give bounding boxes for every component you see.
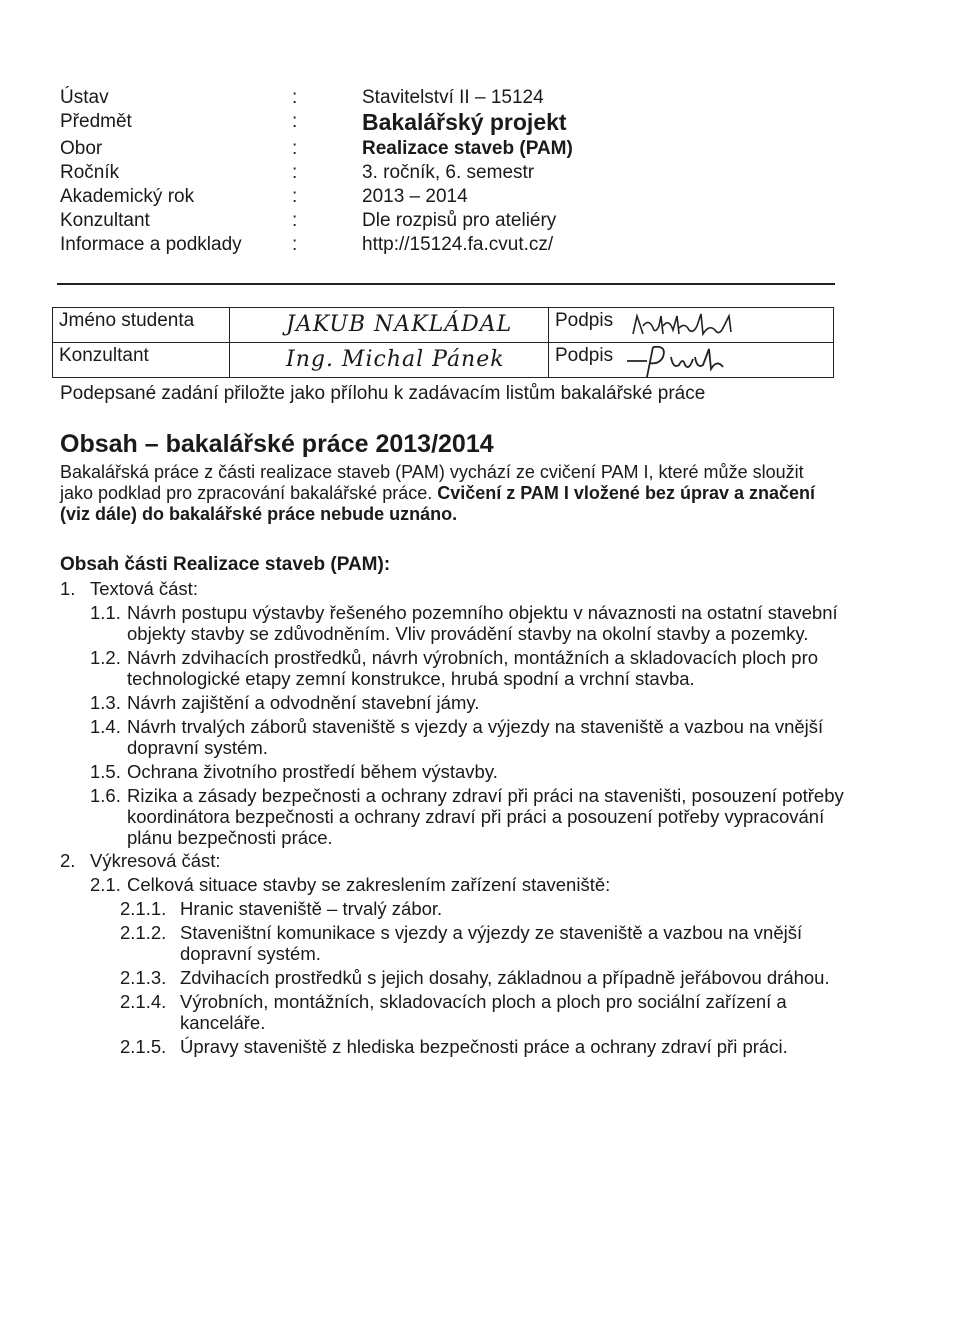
outline-number: 2.1.1. xyxy=(120,898,167,919)
student-name-cell xyxy=(229,308,549,342)
outline-number: 2.1. xyxy=(90,874,121,895)
info-colon: : xyxy=(292,210,298,231)
outline-text: Výrobních, montážních, skladovacích ploch a ploch pro sociální zařízení a kanceláře. xyxy=(180,991,787,1033)
outline-number: 1.2. xyxy=(90,647,121,668)
outline-text: Návrh postupu výstavby řešeného pozemního objektu v návaznosti na ostatní stavební objekty stavby se zdůvodněním. Vliv provádění stavby na okolní stavby a pozemky. xyxy=(127,602,838,644)
info-value: 3. ročník, 6. semestr xyxy=(362,162,535,183)
student-label: Jméno studenta xyxy=(59,310,195,331)
student-sign-label: Podpis xyxy=(555,310,614,331)
consultant-row xyxy=(53,342,833,377)
info-value: Dle rozpisů pro ateliéry xyxy=(362,210,557,231)
divider-line xyxy=(57,283,835,285)
info-label: Obor xyxy=(60,138,103,159)
info-value: http://15124.fa.cvut.cz/ xyxy=(362,234,554,255)
info-colon: : xyxy=(292,234,298,255)
outline-text: Zdvihacích prostředků s jejich dosahy, základnou a případně jeřábovou dráhou. xyxy=(180,967,830,988)
intro-paragraph xyxy=(60,462,830,525)
outline-item xyxy=(60,991,850,1033)
subsection-title: Obsah části Realizace staveb (PAM): xyxy=(60,554,391,575)
info-value: Bakalářský projekt xyxy=(362,109,567,135)
info-colon: : xyxy=(292,186,298,207)
attachment-note: Podepsané zadání přiložte jako přílohu k zadávacím listům bakalářské práce xyxy=(60,383,706,404)
section-title: Obsah – bakalářské práce 2013/2014 xyxy=(60,430,494,458)
outline-item xyxy=(60,967,850,988)
outline-text: Návrh zdvihacích prostředků, návrh výrobních, montážních a skladovacích ploch pro technologické etapy zemní konstrukce, hrubá spodní a vrchní stavba. xyxy=(127,647,819,689)
info-colon: : xyxy=(292,138,298,159)
outline-text: Textová část: xyxy=(90,578,198,599)
consultant-signature xyxy=(623,343,763,377)
outline-item xyxy=(60,785,850,848)
consultant-sign-label: Podpis xyxy=(555,345,614,366)
info-colon: : xyxy=(292,111,298,132)
outline-text: Návrh trvalých záborů staveniště s vjezdy a výjezdy na staveniště a vazbou na vnější dopravní systém. xyxy=(127,716,824,758)
student-signature xyxy=(623,308,763,342)
outline-item xyxy=(60,1036,850,1057)
outline-item xyxy=(60,874,850,895)
outline-text: Hranic staveniště – trvalý zábor. xyxy=(180,898,443,919)
outline-item xyxy=(60,922,850,964)
outline-item xyxy=(60,898,850,919)
outline-text: Úpravy staveniště z hlediska bezpečnosti práce a ochrany zdraví při práci. xyxy=(180,1036,788,1057)
info-colon: : xyxy=(292,87,298,108)
info-value: 2013 – 2014 xyxy=(362,186,468,207)
outline-number: 2.1.3. xyxy=(120,967,167,988)
info-label: Předmět xyxy=(60,111,132,132)
intro-text: Bakalářská práce z části realizace staveb (PAM) vychází ze cvičení PAM I, které může sloužit jako podklad pro zpracování bakalářské práce. xyxy=(60,462,804,503)
outline-text: Výkresová část: xyxy=(90,850,221,871)
outline-item xyxy=(60,716,850,758)
outline-number: 2.1.5. xyxy=(120,1036,167,1057)
outline-text: Staveništní komunikace s vjezdy a výjezdy ze staveniště a vazbou na vnější dopravní systém. xyxy=(180,922,803,964)
intro-warning: Cvičení z PAM I vložené bez úprav a značení (viz dále) do bakalářské práce nebude uznáno. xyxy=(60,483,815,524)
student-row xyxy=(53,308,833,342)
outline-item xyxy=(60,602,850,644)
outline-item xyxy=(60,692,850,713)
outline-number: 2.1.4. xyxy=(120,991,167,1012)
outline-text: Rizika a zásady bezpečnosti a ochrany zdraví při práci na staveništi, posouzení potřeby koordinátora bezpečnosti a ochrany zdraví při práci a posouzení potřeby vypracování plánu bezpečnosti práce. xyxy=(127,785,844,848)
info-value: Realizace staveb (PAM) xyxy=(362,138,573,159)
outline-number: 1. xyxy=(60,578,76,599)
info-colon: : xyxy=(292,162,298,183)
outline-number: 1.6. xyxy=(90,785,121,806)
content-outline xyxy=(60,576,850,1057)
student-name: JAKUB NAKLÁDAL xyxy=(286,312,513,337)
consultant-name-cell xyxy=(229,343,549,377)
outline-number: 1.1. xyxy=(90,602,121,623)
consultant-label: Konzultant xyxy=(59,345,149,366)
info-label: Ročník xyxy=(60,162,120,183)
outline-text: Návrh zajištění a odvodnění stavební jámy. xyxy=(127,692,480,713)
outline-number: 1.4. xyxy=(90,716,121,737)
outline-number: 1.3. xyxy=(90,692,121,713)
outline-item xyxy=(60,647,850,689)
outline-number: 2.1.2. xyxy=(120,922,167,943)
consultant-name: Ing. Michal Pánek xyxy=(286,347,505,372)
info-label: Informace a podklady xyxy=(60,234,242,255)
outline-item xyxy=(60,761,850,782)
info-label: Akademický rok xyxy=(60,186,195,207)
outline-item xyxy=(60,850,850,871)
signature-table xyxy=(52,307,834,378)
info-value: Stavitelství II – 15124 xyxy=(362,87,544,108)
info-label: Konzultant xyxy=(60,210,150,231)
outline-number: 2. xyxy=(60,850,76,871)
outline-text: Celková situace stavby se zakreslením zařízení staveniště: xyxy=(127,874,611,895)
info-label: Ústav xyxy=(60,87,109,108)
outline-text: Ochrana životního prostředí během výstavby. xyxy=(127,761,498,782)
outline-number: 1.5. xyxy=(90,761,121,782)
outline-item xyxy=(60,578,850,599)
